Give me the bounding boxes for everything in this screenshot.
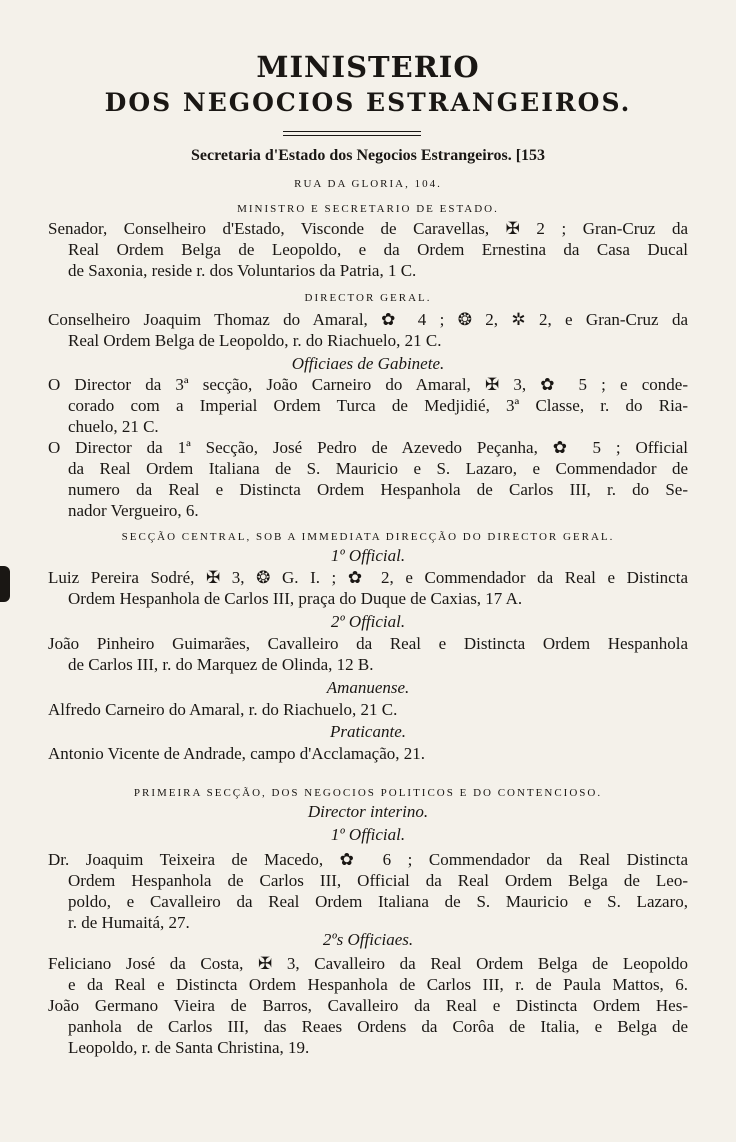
section-heading-central: SECÇÃO CENTRAL, SOB A IMMEDIATA DIRECÇÃO DO DIRECTOR GERAL. [121,531,615,543]
text-line: Conselheiro Joaquim Thomaz do Amaral, ✿ 4 ; ❂ 2, ✲ 2, e Gran-Cruz da [48,310,688,329]
text-line: corado com a Imperial Ordem Turca de Medjidié, 3ª Classe, r. do Ria- [68,396,688,415]
text-line: de Saxonia, reside r. dos Voluntarios da Patria, 1 C. [68,261,417,280]
text-line: O Director da 1ª Secção, José Pedro de Azevedo Peçanha, ✿ 5 ; Official [48,438,688,457]
text-line: Dr. Joaquim Teixeira de Macedo, ✿ 6 ; Commendador da Real Distincta [48,850,688,869]
text-line: João Pinheiro Guimarães, Cavalleiro da Real e Distincta Ordem Hespanhola [48,634,688,653]
ornamental-rule [283,131,421,136]
text-line: O Director da 3ª secção, João Carneiro do Amaral, ✠ 3, ✿ 5 ; e conde- [48,375,688,394]
text-line: nador Vergueiro, 6. [68,501,199,520]
text-line: Luiz Pereira Sodré, ✠ 3, ❂ G. I. ; ✿ 2, e Commendador da Real e Distincta [48,568,688,587]
section-heading-primeira: PRIMEIRA SECÇÃO, DOS NEGOCIOS POLITICOS E DO CONTENCIOSO. [133,787,603,799]
text-line: Leopoldo, r. de Santa Christina, 19. [68,1038,310,1057]
address-line: RUA DA GLORIA, 104. [294,178,442,190]
text-line: e da Real e Distincta Ordem Hespanhola de Carlos III, r. de Paula Mattos, 6. [68,975,688,994]
text-line: panhola de Carlos III, das Reaes Ordens da Corôa de Italia, e Belga de [68,1017,688,1036]
text-line: Real Ordem Belga de Leopoldo, r. do Riachuelo, 21 C. [68,331,442,350]
text-line: Real Ordem Belga de Leopoldo, e da Ordem Ernestina da Casa Ducal [68,240,688,259]
subheading-officiaes: 2ºs Officiaes. [322,930,414,949]
text-line: Senador, Conselheiro d'Estado, Visconde de Caravellas, ✠ 2 ; Gran-Cruz da [48,219,688,238]
text-line: r. de Humaitá, 27. [68,913,190,932]
text-line: Ordem Hespanhola de Carlos III, praça do Duque de Caxias, 17 A. [68,589,523,608]
ministry-subtitle: DOS NEGOCIOS ESTRANGEIROS. [104,88,632,117]
ink-blot [0,566,10,602]
subheading-director-interino: Director interino. [307,802,429,821]
text-line: Alfredo Carneiro do Amaral, r. do Riachuelo, 21 C. [48,700,398,719]
text-line: chuelo, 21 C. [68,417,159,436]
text-line: Ordem Hespanhola de Carlos III, Official da Real Ordem Belga de Leo- [68,871,688,890]
text-line: numero da Real e Distincta Ordem Hespanhola de Carlos III, r. do Se- [68,480,688,499]
text-line: Feliciano José da Costa, ✠ 3, Cavalleiro da Real Ordem Belga de Leopoldo [48,954,688,973]
text-line: poldo, e Cavalleiro da Real Ordem Italiana de S. Mauricio e S. Lazaro, [68,892,688,911]
secretaria-heading: Secretaria d'Estado dos Negocios Estrangeiros. [153 [190,147,546,164]
subheading-official: 1º Official. [330,825,406,844]
text-line: Antonio Vicente de Andrade, campo d'Acclamação, 21. [48,744,426,763]
text-line: João Germano Vieira de Barros, Cavalleiro da Real e Distincta Ordem Hes- [48,996,688,1015]
subheading-praticante: Praticante. [329,722,406,741]
subheading-official: 1º Official. [330,546,406,565]
subheading-amanuense: Amanuense. [326,678,410,697]
subheading-official: 2º Official. [330,612,406,631]
ministry-title: MINISTERIO [256,50,480,84]
subheading-gabinete: Officiaes de Gabinete. [291,354,445,373]
text-line: da Real Ordem Italiana de S. Mauricio e S. Lazaro, e Commendador de [68,459,688,478]
section-heading-director: DIRECTOR GERAL. [304,292,432,304]
text-line: de Carlos III, r. do Marquez de Olinda, 12 B. [68,655,374,674]
section-heading-minister: MINISTRO E SECRETARIO DE ESTADO. [237,203,499,215]
